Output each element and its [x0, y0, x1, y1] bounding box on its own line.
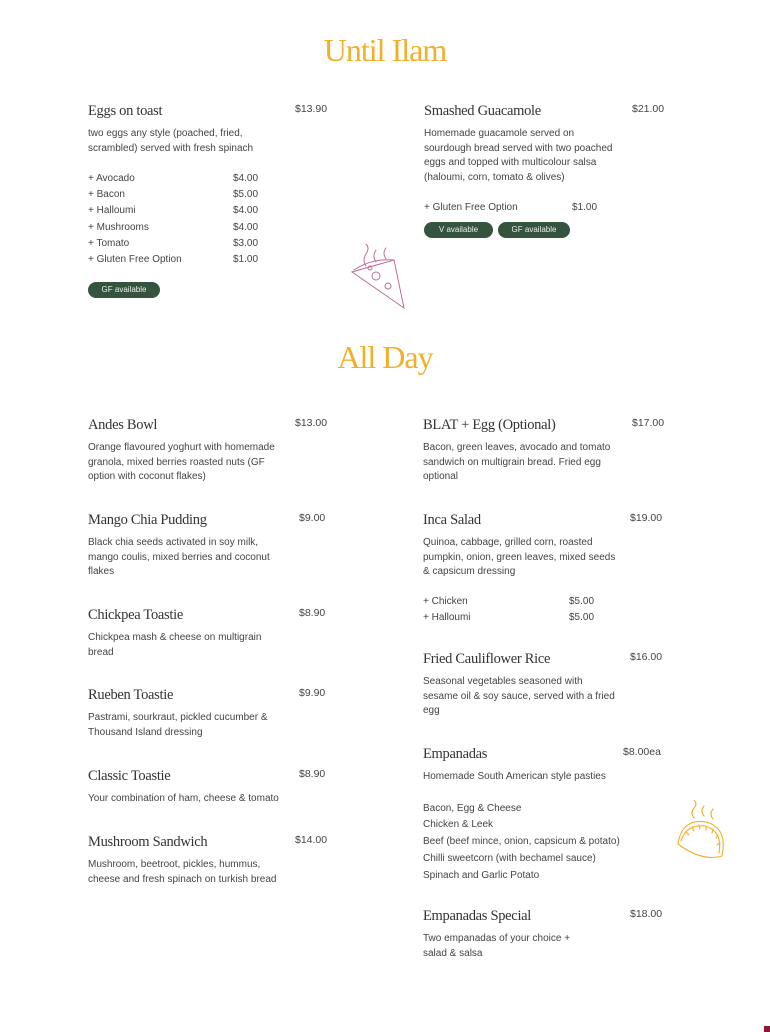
- menu-item-eggs-on-toast: [88, 102, 328, 298]
- item-name: Inca Salad: [423, 512, 481, 528]
- addon-label: + Chicken: [423, 595, 468, 607]
- item-name: Fried Cauliflower Rice: [423, 651, 551, 667]
- item-price: $21.00: [632, 103, 665, 115]
- addon-row: [88, 203, 328, 219]
- addon-row: [423, 610, 663, 626]
- menu-item-empanadas-special: [423, 907, 663, 961]
- item-price: $8.90: [299, 607, 326, 619]
- item-name: BLAT + Egg (Optional): [423, 417, 556, 433]
- item-description: Chickpea mash & cheese on multigrain bread: [88, 632, 262, 658]
- item-description: Quinoa, cabbage, grilled corn, roasted pumpkin, onion, green leaves, mixed seeds & capsicum dressing: [423, 537, 616, 577]
- addon-row: [88, 252, 328, 268]
- item-description: Homemade South American style pasties: [423, 771, 606, 782]
- menu-item-fried-cauliflower-rice: [423, 650, 663, 719]
- menu-item-inca-salad: [423, 511, 663, 626]
- item-price: $14.00: [295, 834, 328, 846]
- menu-item-blat-egg: [423, 416, 663, 485]
- item-description: Two empanadas of your choice + salad & salsa: [423, 933, 571, 959]
- menu-item-smashed-guacamole: [424, 102, 664, 238]
- v-available-badge: V available: [424, 222, 493, 238]
- addon-label: + Bacon: [88, 189, 125, 201]
- item-price: $8.00ea: [623, 746, 661, 758]
- list-item: Chicken & Leek: [423, 819, 494, 831]
- section-title-until: Until Ilam: [323, 32, 447, 68]
- badge-list: [88, 282, 328, 298]
- addon-price: $5.00: [569, 611, 595, 623]
- item-name: Rueben Toastie: [88, 687, 174, 703]
- item-price: $8.90: [299, 768, 326, 780]
- item-price: $18.00: [630, 908, 663, 920]
- item-name: Classic Toastie: [88, 768, 171, 784]
- addon-label: + Halloumi: [88, 205, 136, 217]
- addon-price: $5.00: [233, 189, 259, 201]
- item-description: two eggs any style (poached, fried, scrambled) served with fresh spinach: [88, 128, 254, 154]
- addon-price: $5.00: [569, 595, 595, 607]
- item-price: $13.00: [295, 417, 328, 429]
- addon-row: [88, 236, 328, 252]
- item-name: Mushroom Sandwich: [88, 834, 208, 850]
- addon-price: $4.00: [233, 173, 259, 184]
- menu-item-mushroom-sandwich: [88, 833, 328, 887]
- addon-row: [424, 200, 664, 216]
- item-price: $9.00: [299, 512, 326, 524]
- addon-row: [88, 171, 328, 187]
- item-price: $13.90: [295, 103, 328, 115]
- section-title-allday: All Day: [337, 339, 433, 375]
- item-price: $17.00: [632, 417, 665, 429]
- menu-item-chickpea-toastie: [88, 606, 328, 660]
- addon-row: [88, 187, 328, 203]
- menu-item-andes-bowl: [88, 416, 328, 485]
- addon-row: [88, 220, 328, 236]
- item-name: Empanadas: [423, 746, 488, 762]
- menu-item-empanadas: [423, 745, 673, 884]
- empanada-icon: [672, 800, 730, 864]
- item-description: Pastrami, sourkraut, pickled cucumber & Thousand Island dressing: [88, 712, 268, 738]
- list-item: Beef (beef mince, onion, capsicum & potato): [423, 836, 620, 848]
- item-price: $9.90: [299, 687, 326, 699]
- addon-price: $4.00: [233, 221, 259, 233]
- item-price: $16.00: [630, 651, 663, 663]
- item-name: Chickpea Toastie: [88, 607, 183, 623]
- menu-item-classic-toastie: [88, 767, 328, 807]
- item-name: Eggs on toast: [88, 103, 163, 119]
- menu-item-mango-chia-pudding: [88, 511, 328, 580]
- item-description: Bacon, green leaves, avocado and tomato sandwich on multigrain bread. Fried egg optional: [423, 442, 611, 482]
- gf-available-badge: GF available: [498, 222, 570, 238]
- addon-label: + Halloumi: [423, 611, 471, 623]
- gf-available-badge: GF available: [88, 282, 160, 298]
- item-description: Homemade guacamole served on sourdough bread served with two poached eggs and topped with multicolour salsa (haloumi, corn, tomato & olives): [424, 128, 613, 183]
- item-name: Empanadas Special: [423, 908, 532, 924]
- pizza-slice-icon: [346, 244, 410, 312]
- list-item: Chilli sweetcorn (with bechamel sauce): [423, 852, 596, 864]
- addon-price: $1.00: [233, 253, 259, 265]
- addon-list: [88, 171, 328, 268]
- addon-price: $3.00: [233, 237, 259, 249]
- item-description: Mushroom, beetroot, pickles, hummus, cheese and fresh spinach on turkish bread: [88, 859, 277, 885]
- addon-row: [423, 594, 663, 610]
- addon-label: + Tomato: [88, 237, 130, 249]
- addon-price: $4.00: [233, 205, 259, 217]
- item-name: Mango Chia Pudding: [88, 512, 207, 528]
- empanada-flavour-list: [423, 801, 673, 885]
- addon-list: [423, 594, 663, 626]
- item-description: Orange flavoured yoghurt with homemade granola, mixed berries roasted nuts (GF option with coconut flakes): [88, 442, 275, 482]
- item-name: Andes Bowl: [88, 417, 158, 433]
- addon-price: $1.00: [572, 202, 598, 213]
- item-description: Your combination of ham, cheese & tomato: [88, 793, 279, 804]
- addon-label: + Mushrooms: [88, 221, 149, 233]
- badge-list: [424, 222, 664, 238]
- corner-mark: [764, 1026, 770, 1032]
- addon-label: + Gluten Free Option: [424, 202, 518, 213]
- addon-list: [424, 200, 664, 216]
- list-item: Bacon, Egg & Cheese: [423, 802, 522, 814]
- menu-item-rueben-toastie: [88, 686, 328, 740]
- item-description: Black chia seeds activated in soy milk, mango coulis, mixed berries and coconut flakes: [88, 537, 270, 577]
- addon-label: + Avocado: [88, 173, 135, 184]
- item-name: Smashed Guacamole: [424, 103, 541, 119]
- addon-label: + Gluten Free Option: [88, 253, 182, 265]
- item-price: $19.00: [630, 512, 663, 524]
- list-item: Spinach and Garlic Potato: [423, 869, 540, 881]
- item-description: Seasonal vegetables seasoned with sesame oil & soy sauce, served with a fried egg: [423, 676, 615, 716]
